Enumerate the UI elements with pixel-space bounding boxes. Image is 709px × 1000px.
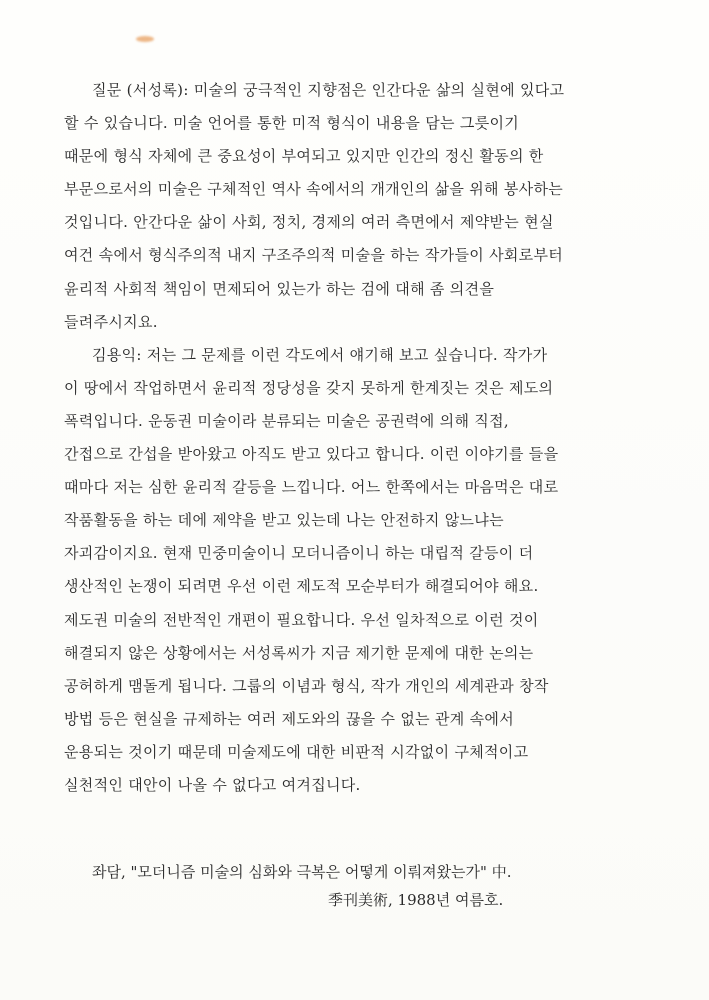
text-line: 해결되지 않은 상황에서는 서성록씨가 지금 제기한 문제에 대한 논의는 (64, 643, 534, 662)
text-line: 생산적인 논쟁이 되려면 우선 이런 제도적 모순부터가 해결되어야 해요. (64, 577, 539, 596)
text-line: 폭력입니다. 운동권 미술이라 분류되는 미술은 공권력에 의해 직접, (64, 411, 509, 430)
text-line: 부문으로서의 미술은 구체적인 역사 속에서의 개개인의 삶을 위해 봉사하는 (64, 180, 564, 199)
text-line: 것입니다. 안간다운 삶이 사회, 정치, 경제의 여러 측면에서 제약받는 현실 (64, 213, 554, 232)
text-line: 간접으로 간섭을 받아왔고 아직도 받고 있다고 합니다. 이런 이야기를 들을 (64, 445, 559, 464)
text-line: 운용되는 것이기 때문데 미술제도에 대한 비판적 시각없이 구체적이고 (64, 742, 529, 761)
text-line: 실천적인 대안이 나올 수 없다고 여겨집니다. (64, 775, 361, 794)
text-line: 때문에 형식 자체에 큰 중요성이 부여되고 있지만 인간의 정신 활동의 한 (64, 147, 544, 166)
interview-body (64, 74, 694, 802)
text-line: 작품활동을 하는 데에 제약을 받고 있는데 나는 안전하지 않느냐는 (64, 511, 504, 530)
paper-stain-mark (136, 36, 154, 42)
paragraph-answer (64, 339, 694, 802)
text-line: 이 땅에서 작업하면서 윤리적 정당성을 갖지 못하게 한계짓는 것은 제도의 (64, 378, 554, 397)
text-line: 윤리적 사회적 책임이 면제되어 있는가 하는 검에 대해 좀 의견을 (64, 279, 495, 298)
text-line: 여건 속에서 형식주의적 내지 구조주의적 미술을 하는 작가들이 사회로부터 (64, 246, 564, 265)
text-line: 김용익: 저는 그 문제를 이런 각도에서 얘기해 보고 싶습니다. 작가가 (92, 345, 548, 364)
paragraph-question (64, 74, 694, 339)
text-line: 방법 등은 현실을 규제하는 여러 제도와의 끊을 수 없는 관계 속에서 (64, 709, 515, 728)
text-line: 제도권 미술의 전반적인 개편이 필요합니다. 우선 일차적으로 이런 것이 (64, 610, 539, 629)
text-line: 자괴감이지요. 현재 민중미술이니 모더니즘이니 하는 대립적 갈등이 더 (64, 544, 534, 563)
citation-title: 좌담, "모더니즘 미술의 심화와 극복은 어떻게 이뤄져왔는가" 中. (92, 863, 512, 881)
text-line: 할 수 있습니다. 미술 언어를 통한 미적 형식이 내용을 담는 그릇이기 (64, 114, 520, 133)
text-line: 들려주시지요. (64, 312, 158, 331)
text-line: 공허하게 맴돌게 됩니다. 그룹의 이념과 형식, 작가 개인의 세계관과 창작 (64, 676, 549, 695)
text-line: 때마다 저는 심한 윤리적 갈등을 느낍니다. 어느 한쪽에서는 마음먹은 대로 (64, 478, 559, 497)
source-citation (92, 858, 692, 914)
citation-source: 季刊美術, 1988년 여름호. (328, 891, 504, 909)
text-line: 질문 (서성록): 미술의 궁극적인 지향점은 인간다운 삶의 실현에 있다고 (92, 81, 565, 99)
